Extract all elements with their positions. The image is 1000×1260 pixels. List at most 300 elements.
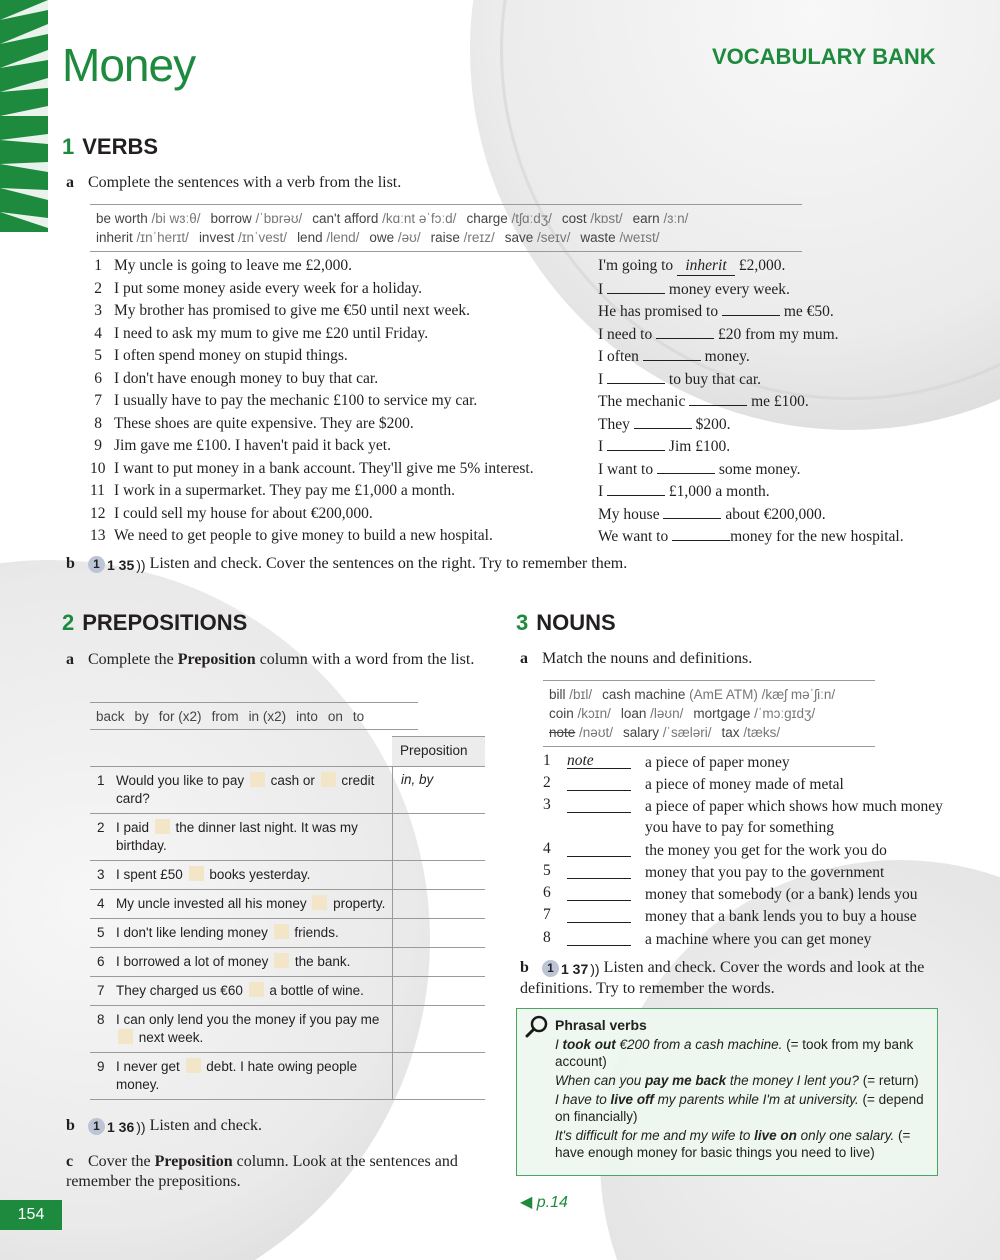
sentence-number: 3: [94, 302, 102, 319]
word: cash machine: [602, 687, 686, 702]
page-reference-text: p.14: [536, 1194, 568, 1211]
audio-track-number: 1 36: [107, 1118, 135, 1135]
sentence-row: [90, 505, 940, 527]
letter-a: a: [66, 174, 74, 191]
word-list-row: [549, 685, 869, 704]
sentence-number: 11: [90, 482, 105, 499]
phonetic: /seɪv/: [537, 230, 571, 245]
meaning-gloss: (= return): [858, 1073, 919, 1088]
sentence-left: Jim gave me £100. I haven't paid it back yet.: [114, 437, 391, 454]
preposition-column-header: Preposition: [392, 736, 485, 766]
sentence-cell: [90, 767, 392, 813]
sentence-row: [90, 437, 940, 459]
sentence-number: 8: [94, 414, 102, 432]
sentence-row: [90, 460, 940, 482]
word-list-item: [96, 211, 201, 226]
row-number: 6: [97, 954, 105, 969]
sentence-right: [598, 302, 834, 321]
row-number: 9: [97, 1059, 105, 1074]
preposition-answer-cell[interactable]: [392, 861, 485, 889]
example-text: I: [555, 1037, 563, 1052]
answer-blank[interactable]: [656, 325, 714, 339]
sentence-row: [90, 392, 940, 414]
table-row: [90, 976, 485, 1005]
phonetic: /weɪst/: [619, 230, 660, 245]
answer-blank[interactable]: [567, 884, 631, 901]
word-list-item: [199, 230, 287, 245]
audio-track-number: 1 35: [107, 556, 135, 573]
phonetic: /ɪnˈherɪt/: [136, 230, 189, 245]
word-list-item: to: [352, 709, 365, 724]
example-text: €200 from a cash machine.: [615, 1037, 783, 1052]
word: charge: [466, 211, 508, 226]
item-number: 2: [543, 774, 551, 791]
row-number: 8: [97, 1012, 105, 1027]
item-number: 5: [543, 862, 551, 879]
word: cost: [561, 211, 587, 226]
phonetic: /tæks/: [743, 725, 781, 740]
green-sunburst-decoration: [0, 0, 48, 232]
example-text: the money I lent you?: [726, 1073, 859, 1088]
audio-track-button[interactable]: [542, 959, 600, 979]
sentence-right: [598, 505, 826, 524]
section-number: 3: [516, 610, 529, 635]
sentence-row: [90, 482, 940, 504]
word: save: [504, 230, 534, 245]
item-number: 7: [543, 906, 551, 923]
word: earn: [632, 211, 660, 226]
table-row: [90, 766, 485, 813]
sentence-right: [598, 280, 790, 299]
sentence-cell: [90, 1053, 392, 1099]
sentence-cell: [90, 1006, 392, 1052]
preposition-gap[interactable]: [186, 1058, 201, 1073]
answer-blank[interactable]: [567, 929, 631, 946]
cd-icon: 1: [542, 960, 559, 977]
phonetic: /reɪz/: [463, 230, 495, 245]
word: owe: [369, 230, 395, 245]
sentence-part: property.: [329, 896, 386, 911]
answer-blank[interactable]: [657, 460, 715, 474]
cd-icon: 1: [88, 556, 105, 573]
word-list-item: [297, 230, 359, 245]
answer-blank[interactable]: [634, 415, 692, 429]
phrasal-verb-example: [555, 1072, 927, 1089]
meaning-gloss: (= have enough money for basic things you need to live): [555, 1128, 911, 1160]
phonetic: /bɪl/: [569, 687, 593, 702]
word-list-item: [466, 211, 551, 226]
definition: a piece of money made of metal: [645, 776, 844, 793]
section-1-instruction-a: [66, 174, 401, 192]
word: waste: [580, 230, 616, 245]
preposition-answer-cell[interactable]: [392, 814, 485, 860]
instruction-text: Cover the: [88, 1153, 155, 1170]
instruction-bold: Preposition: [177, 651, 256, 668]
word-list-item: [722, 725, 781, 740]
word-list-item: [211, 211, 303, 226]
sentence-number: 4: [94, 324, 102, 342]
sentence-part: I never get: [116, 1059, 184, 1074]
letter-b: b: [66, 555, 75, 572]
preposition-answer-cell[interactable]: [392, 1053, 485, 1099]
definition: money that you pay to the government: [645, 864, 885, 881]
answer-blank[interactable]: [567, 774, 631, 791]
instruction-text: Match the nouns and definitions.: [542, 650, 753, 667]
sentence-part: I can only lend you the money if you pay me: [116, 1012, 380, 1027]
sentence-right-post: £2,000.: [735, 257, 786, 274]
sentence-right-pre: I: [598, 438, 608, 455]
example-text: I have to: [555, 1092, 611, 1107]
letter-c: c: [66, 1153, 74, 1170]
definition: a piece of paper money: [645, 754, 790, 771]
sentence-right-post: $200.: [691, 415, 731, 433]
word-list-item: [633, 211, 689, 226]
sentence-right: [598, 437, 730, 456]
answer-blank[interactable]: [567, 840, 631, 857]
preposition-answer-cell[interactable]: in, by: [392, 767, 485, 813]
table-row: [90, 813, 485, 860]
phrasal-verb: live off: [610, 1092, 654, 1107]
row-number: 7: [97, 983, 105, 998]
sentence-right: [598, 415, 730, 434]
sentence-part: the dinner last night. It was my birthday.: [116, 820, 358, 853]
sentence-row: [90, 347, 940, 369]
sentence-right-pre: I need to: [598, 325, 657, 343]
vocabulary-bank-label: VOCABULARY BANK: [712, 44, 936, 69]
table-row: [90, 947, 485, 976]
phonetic: /lend/: [326, 230, 360, 245]
sentence-right-post: to buy that car.: [665, 370, 762, 388]
sentence-right-post: some money.: [714, 460, 801, 478]
preposition-answer-cell[interactable]: [392, 948, 485, 976]
meaning-gloss: (= took from my bank account): [555, 1037, 914, 1069]
instruction-bold: Preposition: [154, 1153, 233, 1170]
word-list-row: [549, 723, 869, 742]
sentence-right: [598, 527, 904, 546]
word-list-item: [96, 230, 189, 245]
phonetic: /ɪnˈvest/: [237, 230, 288, 245]
sentence-part: the bank.: [291, 954, 351, 969]
answer-blank[interactable]: inherit: [677, 257, 735, 276]
section-2-instruction-c: [66, 1152, 486, 1192]
section-2-heading: [62, 610, 247, 636]
word-list-item: [602, 687, 835, 702]
sound-waves-icon: )): [136, 556, 146, 573]
sentence-cell: [90, 861, 392, 889]
item-number: 6: [543, 884, 551, 901]
sentence-left: These shoes are quite expensive. They are $200.: [114, 414, 414, 432]
sentence-right-pre: I often: [598, 348, 643, 365]
word-list-item: into: [296, 709, 318, 724]
table-row: [90, 1052, 485, 1099]
word: borrow: [210, 211, 252, 226]
word-list-item: back: [96, 709, 125, 724]
verbs-word-list: [90, 204, 802, 252]
letter-a: a: [520, 650, 528, 667]
sound-waves-icon: )): [590, 960, 600, 977]
section-2-instruction-b: [66, 1117, 262, 1135]
table-body: [90, 766, 485, 1099]
audio-track-button[interactable]: [88, 556, 146, 573]
answer-blank[interactable]: [689, 392, 747, 406]
word: be worth: [96, 211, 148, 226]
example-sentence: [555, 1073, 859, 1088]
sentence-left: I usually have to pay the mechanic £100 to service my car.: [114, 392, 478, 409]
sentence-right-pre: My house: [598, 505, 664, 523]
section-title: VERBS: [82, 134, 159, 159]
phonetic: /nəʊt/: [579, 725, 613, 740]
sentence-right-post: Jim £100.: [665, 438, 731, 455]
sentence-part: They charged us €60: [116, 983, 247, 998]
word-list-item: [549, 725, 613, 740]
sentence-part: I spent £50: [116, 867, 187, 882]
answer-blank[interactable]: [567, 906, 631, 923]
section-number: 1: [62, 134, 75, 159]
phrasal-verb-example: [555, 1036, 927, 1070]
phonetic: /kɒst/: [590, 211, 623, 226]
answer-blank[interactable]: [643, 347, 701, 361]
example-text: only one salary.: [796, 1128, 895, 1143]
table-row: [90, 1005, 485, 1052]
sentence-right: [598, 257, 785, 276]
preposition-answer-cell[interactable]: [392, 919, 485, 947]
word-list-item: [623, 725, 712, 740]
table-row: [90, 889, 485, 918]
sentence-right-post: money for the new hospital.: [730, 528, 904, 545]
sentence-part: I paid: [116, 820, 153, 835]
example-sentence: [555, 1092, 859, 1107]
sound-waves-icon: )): [136, 1118, 146, 1135]
answer-blank[interactable]: [607, 482, 665, 496]
phrasal-verbs-title: Phrasal verbs: [555, 1017, 647, 1033]
table-row: [90, 860, 485, 889]
word-list-item: [562, 211, 623, 226]
sentence-right-pre: He has promised to: [598, 303, 722, 320]
item-number: 4: [543, 840, 551, 857]
sentence-cell: [90, 948, 392, 976]
sentence-part: a bottle of wine.: [265, 983, 364, 998]
section-2-instruction-a: [66, 650, 486, 670]
sentence-part: next week.: [135, 1030, 204, 1045]
audio-track-button[interactable]: [88, 1118, 146, 1135]
sentence-right-post: £1,000 a month.: [665, 483, 770, 500]
word: salary: [623, 725, 660, 740]
definition: a piece of paper which shows how much money you have to pay for something: [645, 798, 943, 836]
page-reference-link[interactable]: [520, 1192, 568, 1212]
sentence-left: I work in a supermarket. They pay me £1,000 a month.: [114, 482, 456, 499]
phrasal-verb: live on: [754, 1128, 797, 1143]
preposition-answer-cell[interactable]: [392, 890, 485, 918]
phrasal-verbs-list: [555, 1036, 927, 1161]
answer-blank[interactable]: [567, 796, 631, 813]
phonetic: /bi wɜːθ/: [151, 211, 201, 226]
sentence-left: I often spend money on stupid things.: [114, 347, 348, 364]
table-bottom-rule: [90, 1099, 485, 1100]
section-title: NOUNS: [536, 610, 616, 635]
sentence-number: 12: [90, 504, 106, 522]
sentence-left: My uncle is going to leave me £2,000.: [114, 257, 353, 274]
preposition-gap[interactable]: [274, 924, 289, 939]
preposition-gap[interactable]: [250, 772, 265, 787]
sentence-number: 2: [94, 279, 102, 297]
answer-blank[interactable]: [607, 437, 665, 451]
sentence-cell: [90, 890, 392, 918]
answer-blank[interactable]: [607, 370, 665, 384]
sentence-part: I borrowed a lot of money: [116, 954, 273, 969]
preposition-gap[interactable]: [274, 953, 289, 968]
sentence-number: 9: [94, 437, 102, 454]
sentence-right-post: me £100.: [747, 393, 809, 410]
word: invest: [198, 230, 235, 245]
preposition-gap[interactable]: [249, 982, 264, 997]
word-list-item: [549, 706, 611, 721]
answer-blank[interactable]: [567, 862, 631, 879]
item-number: 1: [543, 752, 551, 769]
word: mortgage: [693, 706, 751, 721]
sentence-row: [90, 325, 940, 347]
sentence-left: I could sell my house for about €200,000.: [114, 504, 373, 522]
sentence-right-pre: I want to: [598, 460, 657, 478]
phonetic: (AmE ATM) /kæʃ məˈʃiːn/: [689, 687, 836, 702]
section-3-heading: [516, 610, 616, 636]
section-3-instruction-b: [520, 958, 940, 999]
table-header: [90, 736, 485, 766]
sentence-right-post: money every week.: [665, 280, 790, 298]
definition: the money you get for the work you do: [645, 842, 887, 859]
word: loan: [620, 706, 647, 721]
meaning-gloss: (= depend on financially): [555, 1092, 924, 1124]
row-number: 2: [97, 820, 105, 835]
sentence-row: [90, 415, 940, 437]
definition: money that a bank lends you to buy a house: [645, 908, 917, 925]
sentence-right-post: money.: [700, 348, 750, 365]
instruction-text: Listen and check. Cover the sentences on the right. Try to remember them.: [149, 555, 628, 572]
page-title: Money: [62, 39, 196, 91]
word-list-item: [431, 230, 495, 245]
answer-blank[interactable]: [607, 280, 665, 294]
sentence-number: 10: [90, 459, 106, 477]
sentence-part: friends.: [290, 925, 339, 940]
sentence-right: [598, 482, 770, 501]
phonetic: /ˈsæləri/: [662, 725, 712, 740]
phonetic: /kɔɪn/: [577, 706, 611, 721]
letter-b: b: [66, 1117, 75, 1134]
phonetic: /tʃɑːdʒ/: [511, 211, 552, 226]
phrasal-verb: took out: [562, 1037, 616, 1052]
phonetic: /kɑːnt əˈfɔːd/: [382, 211, 457, 226]
word: bill: [549, 687, 566, 702]
letter-a: a: [66, 651, 74, 668]
answer-blank[interactable]: note: [567, 752, 631, 769]
sentence-right-pre: I: [598, 280, 608, 298]
word: raise: [430, 230, 460, 245]
row-number: 5: [97, 925, 105, 940]
word-list-item: [693, 706, 815, 721]
sentence-right-post: £20 from my mum.: [714, 325, 839, 343]
definition: a machine where you can get money: [645, 931, 872, 948]
phrasal-verb-example: [555, 1091, 927, 1125]
row-number: 4: [97, 896, 105, 911]
preposition-gap[interactable]: [155, 819, 170, 834]
phrasal-verbs-box: [516, 1008, 938, 1176]
word: coin: [549, 706, 574, 721]
sentence-row: [90, 370, 940, 392]
example-sentence: [555, 1128, 894, 1143]
sentence-number: 7: [94, 392, 102, 409]
preposition-answer-cell[interactable]: [392, 1006, 485, 1052]
sentence-number: 6: [94, 369, 102, 387]
sentence-row: [90, 280, 940, 302]
word-list-item: [580, 230, 659, 245]
word-list-item: [312, 211, 456, 226]
answer-blank[interactable]: [722, 302, 780, 316]
word: tax: [721, 725, 740, 740]
word: can't afford: [312, 211, 379, 226]
sentence-left: I need to ask my mum to give me £20 until Friday.: [114, 324, 429, 342]
word-list-item: in (x2): [248, 709, 287, 724]
sentence-row: [90, 302, 940, 324]
instruction-text: Listen and check. Cover the words and look at the definitions. Try to remember the words.: [520, 959, 925, 997]
preposition-gap[interactable]: [118, 1029, 133, 1044]
example-text: It's difficult for me and my wife to: [555, 1128, 755, 1143]
sentence-right-pre: They: [598, 415, 634, 433]
instruction-text: Listen and check.: [149, 1117, 262, 1134]
row-number: 3: [97, 867, 105, 882]
preposition-gap[interactable]: [321, 772, 336, 787]
item-number: 3: [543, 796, 551, 813]
sentence-number: 5: [94, 347, 102, 364]
sentence-left: I want to put money in a bank account. They'll give me 5% interest.: [114, 459, 534, 477]
instruction-text: column with a word from the list.: [255, 651, 475, 668]
sentence-right: [598, 370, 761, 389]
phrasal-verb-example: [555, 1127, 927, 1161]
sentence-right: [598, 392, 809, 411]
answer-blank[interactable]: [672, 527, 730, 541]
phonetic: /ɜːn/: [663, 211, 689, 226]
section-1-heading: [62, 134, 158, 160]
sentence-right: [598, 347, 750, 366]
word-list-row: [96, 209, 796, 228]
sentence-part: credit card?: [116, 773, 375, 806]
phrasal-verb: pay me back: [645, 1073, 727, 1088]
phonetic: /ˈmɔːɡɪdʒ/: [754, 706, 816, 721]
letter-b: b: [520, 959, 529, 976]
item-number: 8: [543, 929, 551, 946]
preposition-answer-cell[interactable]: [392, 977, 485, 1005]
sentence-right-pre: I: [598, 483, 608, 500]
sentence-part: Would you like to pay: [116, 773, 248, 788]
phonetic: /ləʊn/: [650, 706, 684, 721]
sentence-part: books yesterday.: [205, 867, 311, 882]
sentence-number: 13: [90, 527, 106, 544]
preposition-gap[interactable]: [189, 866, 204, 881]
instruction-text: Complete the sentences with a verb from the list.: [88, 174, 402, 191]
instruction-text: column. Look at the sentences and remember the prepositions.: [66, 1153, 458, 1190]
answer-blank[interactable]: [663, 505, 721, 519]
sentence-right-pre: We want to: [598, 528, 673, 545]
sentence-row: [90, 257, 940, 279]
preposition-gap[interactable]: [312, 895, 327, 910]
section-3-instruction-a: [520, 650, 752, 668]
example-text: my parents while I'm at university.: [653, 1092, 859, 1107]
word: inherit: [96, 230, 133, 245]
word-list-item: [549, 687, 592, 702]
sentence-part: My uncle invested all his money: [116, 896, 311, 911]
word-list-item: [621, 706, 684, 721]
example-sentence: [555, 1037, 782, 1052]
sentence-part: I don't like lending money: [116, 925, 272, 940]
instruction-text: Complete the: [88, 651, 178, 668]
